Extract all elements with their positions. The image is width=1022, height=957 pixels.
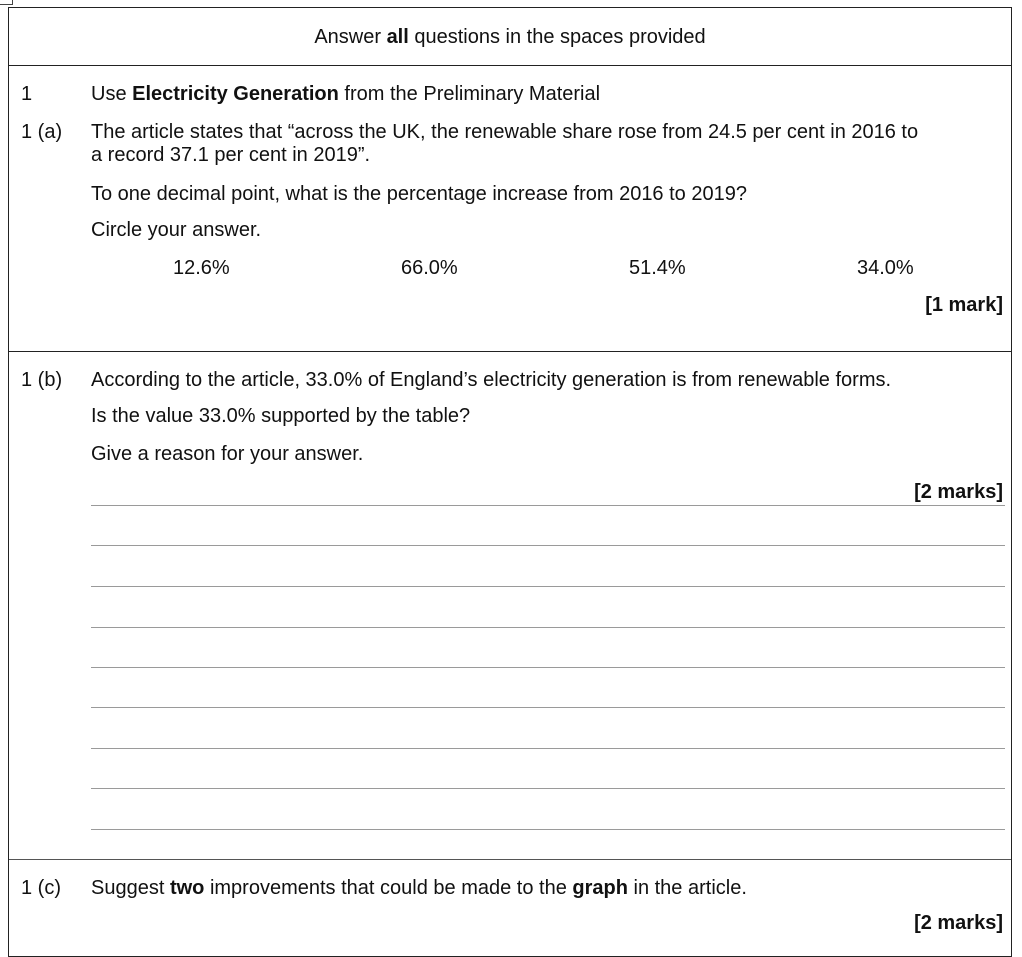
question-1a-stem-line2: a record 37.1 per cent in 2019”.	[91, 144, 371, 166]
question-1c-stem: Suggest two improvements that could be made to the graph in the article.	[91, 877, 747, 899]
question-1a-question: To one decimal point, what is the percentage increase from 2016 to 2019?	[91, 183, 747, 205]
question-frame	[8, 7, 1012, 957]
question-1c-marks: [2 marks]	[914, 912, 1003, 934]
question-1c-number: 1 (c)	[21, 877, 61, 899]
answer-line[interactable]	[91, 505, 1005, 506]
section-divider-1a	[9, 351, 1011, 352]
answer-line[interactable]	[91, 545, 1005, 546]
question-1a-instruction: Circle your answer.	[91, 219, 262, 241]
question-1b-stem: According to the article, 33.0% of England’s electricity generation is from renewable forms.	[91, 369, 892, 391]
question-1b-question: Is the value 33.0% supported by the table?	[91, 405, 471, 427]
answer-line[interactable]	[91, 586, 1005, 587]
question-1b-number: 1 (b)	[21, 369, 63, 391]
answer-line[interactable]	[91, 707, 1005, 708]
answer-line[interactable]	[91, 627, 1005, 628]
answer-option[interactable]: 12.6%	[173, 257, 230, 279]
answer-option[interactable]: 66.0%	[401, 257, 458, 279]
answer-line[interactable]	[91, 667, 1005, 668]
question-1a-number: 1 (a)	[21, 121, 63, 143]
answer-option[interactable]: 34.0%	[857, 257, 914, 279]
question-1b-marks: [2 marks]	[914, 481, 1003, 503]
question-1-number: 1	[21, 83, 33, 105]
header-divider	[9, 65, 1011, 66]
question-1b-instruction: Give a reason for your answer.	[91, 443, 364, 465]
answer-option[interactable]: 51.4%	[629, 257, 686, 279]
crop-mark	[0, 0, 13, 5]
answer-line[interactable]	[91, 788, 1005, 789]
question-1-intro: Use Electricity Generation from the Preliminary Material	[91, 83, 601, 105]
question-1a-marks: [1 mark]	[925, 294, 1003, 316]
question-1a-stem-line1: The article states that “across the UK, the renewable share rose from 24.5 per cent in 2016 to	[91, 121, 919, 143]
answer-line[interactable]	[91, 748, 1005, 749]
answer-line[interactable]	[91, 829, 1005, 830]
section-divider-1b	[9, 859, 1011, 860]
header-instruction: Answer all questions in the spaces provided	[314, 26, 706, 48]
